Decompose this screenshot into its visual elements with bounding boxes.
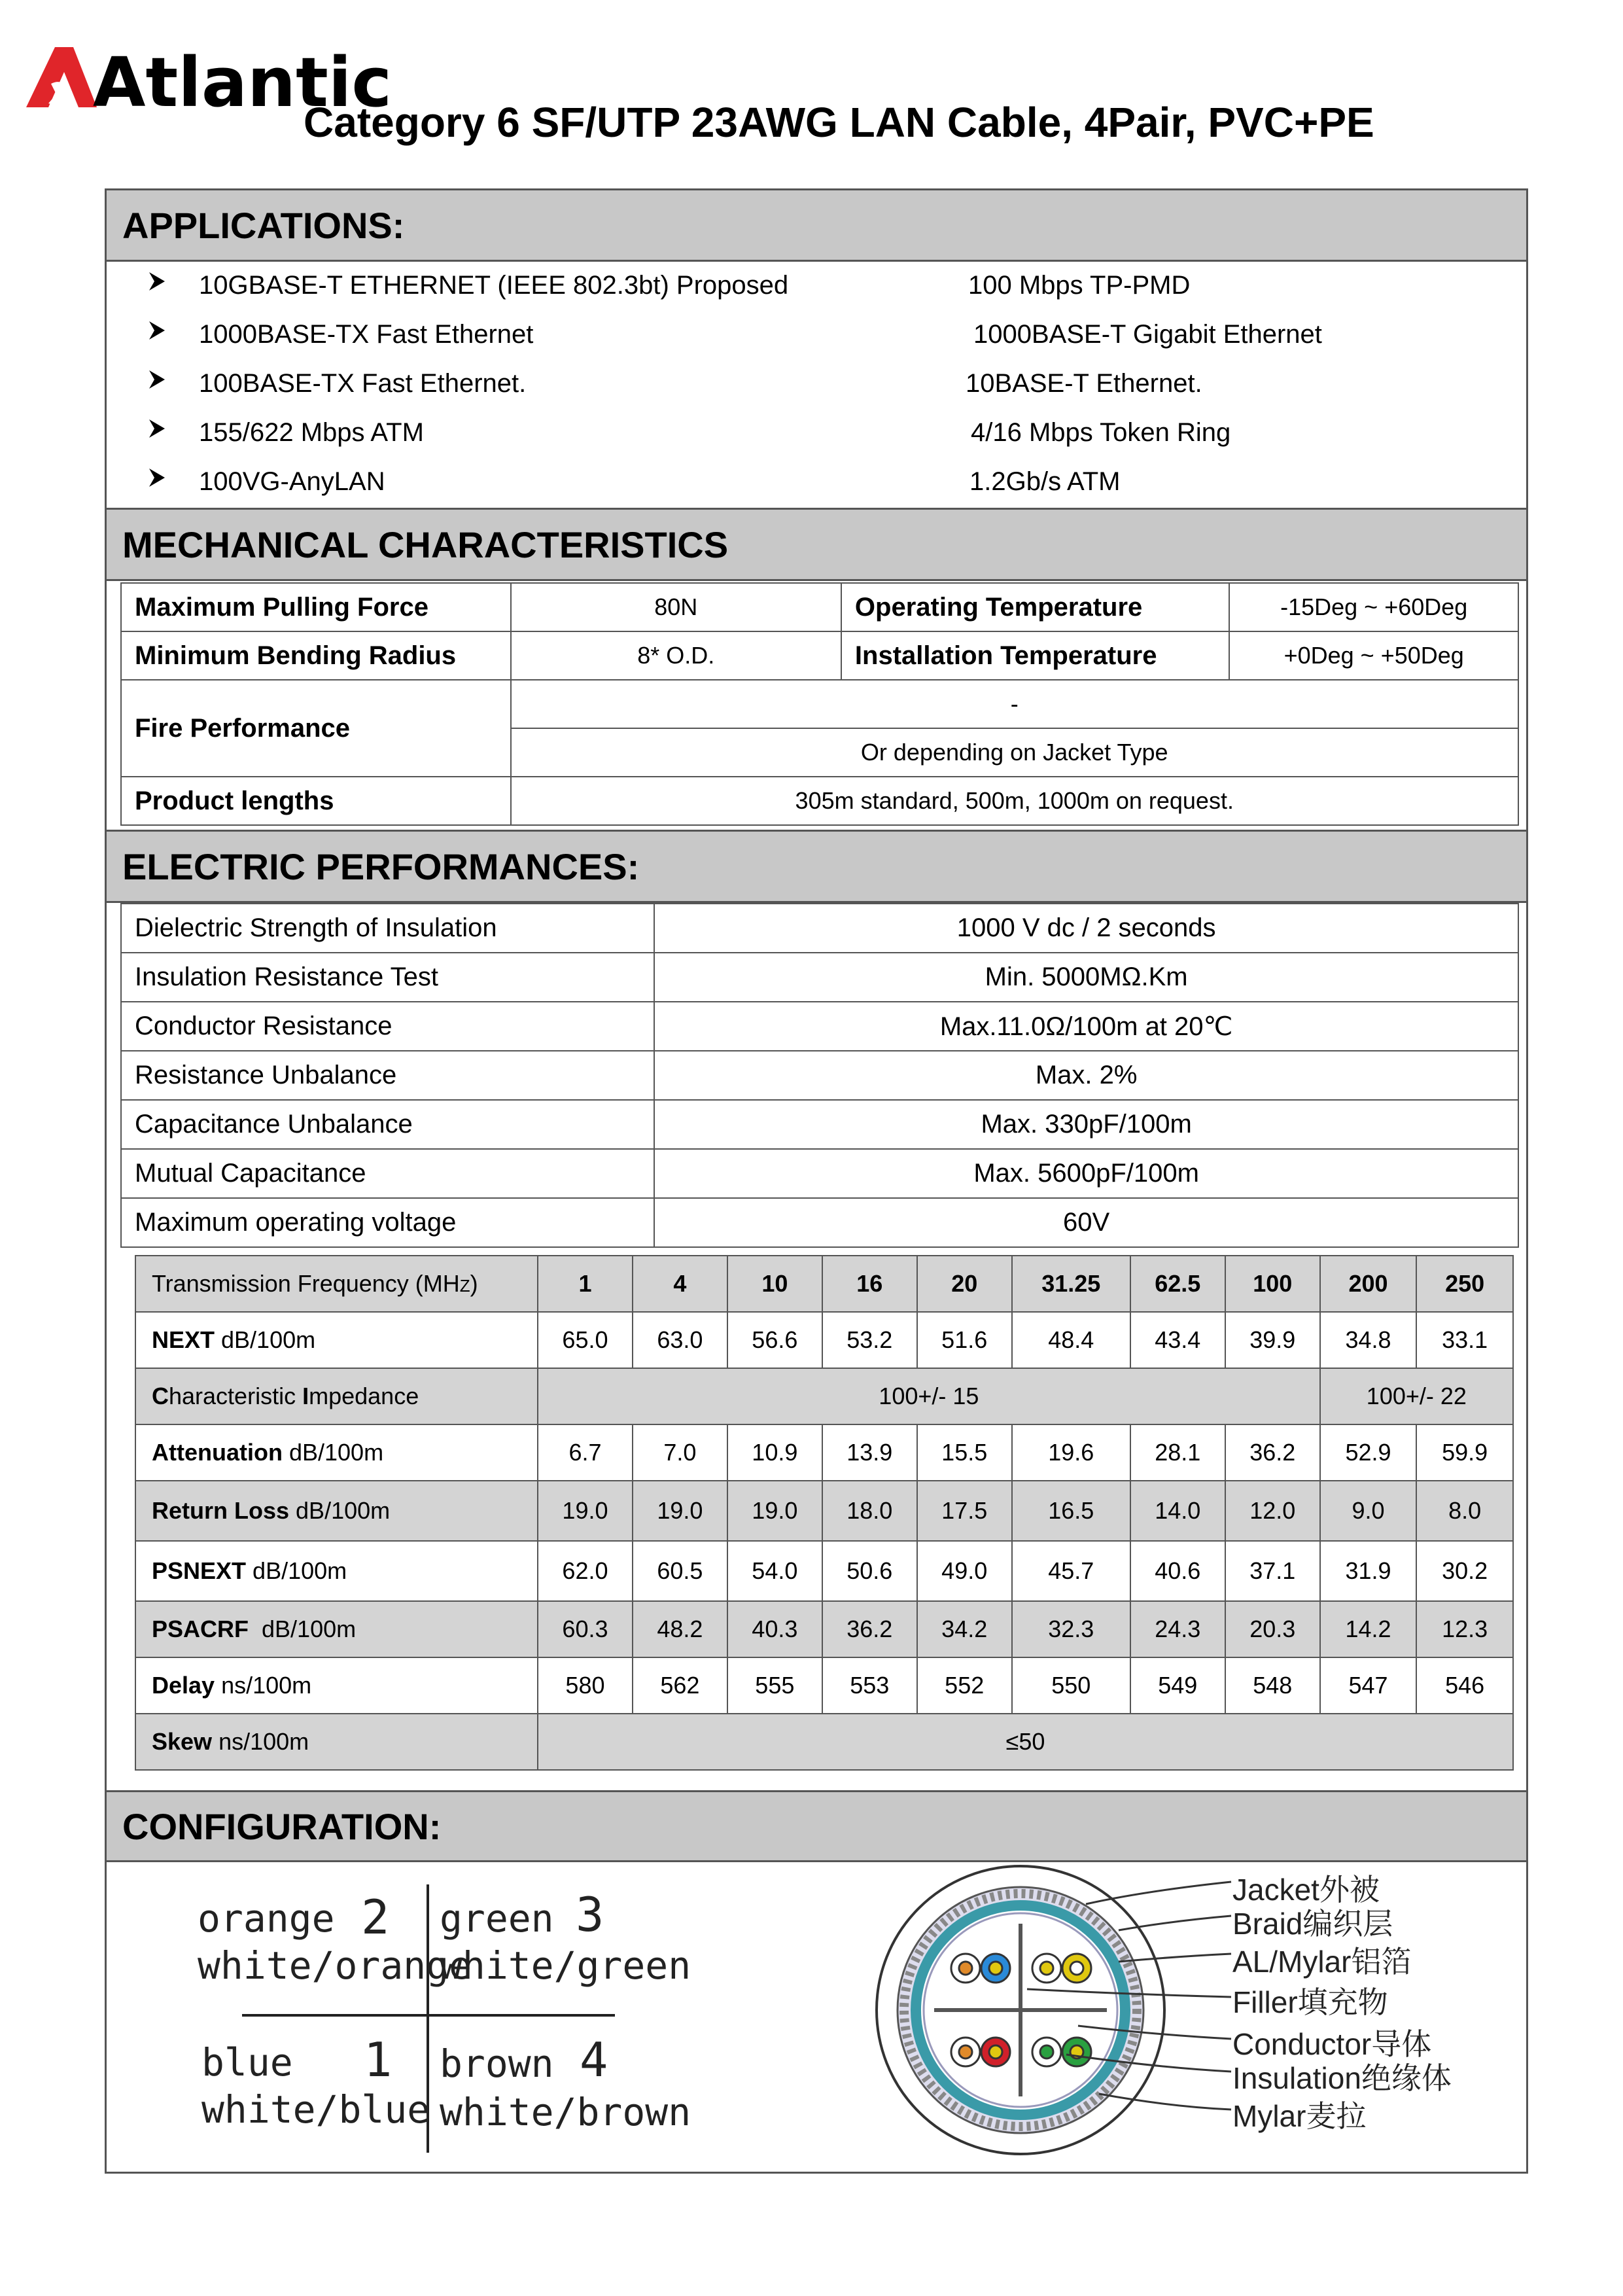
page-title: Category 6 SF/UTP 23AWG LAN Cable, 4Pair, PVC+PE <box>304 99 1374 146</box>
impedance-label-mid: haracteristic <box>169 1383 303 1409</box>
frequency-cell: 20 <box>917 1256 1012 1312</box>
attenuation-cell: 28.1 <box>1130 1424 1225 1481</box>
pair-2-solid: orange <box>198 1896 335 1941</box>
return-loss-cell: 9.0 <box>1320 1481 1417 1541</box>
electric-heading: ELECTRIC PERFORMANCES: <box>105 830 1528 903</box>
frequency-label-text: Transmission Frequency (MH <box>152 1270 460 1297</box>
table-row <box>121 904 1518 953</box>
table-row <box>121 631 1518 680</box>
delay-cell: 549 <box>1130 1657 1225 1714</box>
psacrf-cell: 24.3 <box>1130 1601 1225 1657</box>
psacrf-cell: 12.3 <box>1416 1601 1513 1657</box>
psnext-cell: 30.2 <box>1416 1541 1513 1601</box>
electric-value: Max. 330pF/100m <box>654 1100 1518 1149</box>
min-bending-radius-label: Minimum Bending Radius <box>121 631 511 680</box>
application-left: 10GBASE-T ETHERNET (IEEE 802.3bt) Proposed <box>199 271 789 300</box>
table-row <box>121 1051 1518 1100</box>
pair-1-number: 1 <box>364 2032 393 2087</box>
psacrf-cell: 20.3 <box>1225 1601 1320 1657</box>
brand-wordmark: Atlantic <box>93 43 393 122</box>
application-row <box>105 262 1528 311</box>
psacrf-label <box>135 1601 538 1657</box>
next-unit: dB/100m <box>215 1326 316 1353</box>
table-row <box>135 1312 1513 1368</box>
next-cell: 48.4 <box>1012 1312 1130 1368</box>
delay-label <box>135 1657 538 1714</box>
psnext-cell: 60.5 <box>633 1541 727 1601</box>
impedance-initial-i: I <box>302 1383 309 1409</box>
mechanical-table <box>120 582 1519 826</box>
impedance-low-value: 100+/- 15 <box>538 1368 1320 1424</box>
return-loss-cell: 19.0 <box>727 1481 822 1541</box>
application-right: 1.2Gb/s ATM <box>969 467 1121 496</box>
table-row <box>121 680 1518 728</box>
legend-mylar: Mylar麦拉 <box>1232 2099 1367 2133</box>
frequency-unit-sub: Z <box>459 1276 470 1296</box>
delay-cell: 553 <box>822 1657 917 1714</box>
return-loss-cell: 19.0 <box>633 1481 727 1541</box>
pair-3-number: 3 <box>576 1887 604 1942</box>
skew-value: ≤50 <box>538 1714 1513 1770</box>
delay-label-bold: Delay <box>152 1672 215 1699</box>
psnext-label-bold: PSNEXT <box>152 1557 247 1584</box>
frequency-cell: 62.5 <box>1130 1256 1225 1312</box>
next-cell: 33.1 <box>1416 1312 1513 1368</box>
delay-cell: 550 <box>1012 1657 1130 1714</box>
configuration-heading: CONFIGURATION: <box>105 1790 1528 1862</box>
pair-4-number: 4 <box>580 2032 608 2087</box>
frequency-label <box>135 1256 538 1312</box>
frequency-cell: 4 <box>633 1256 727 1312</box>
electric-label: Conductor Resistance <box>121 1002 654 1051</box>
psacrf-cell: 40.3 <box>727 1601 822 1657</box>
electric-label: Maximum operating voltage <box>121 1198 654 1247</box>
installation-temp-value: +0Deg ~ +50Deg <box>1229 631 1518 680</box>
pair-4-stripe: white/brown <box>440 2090 691 2134</box>
application-left: 1000BASE-TX Fast Ethernet <box>199 320 534 349</box>
psnext-cell: 31.9 <box>1320 1541 1417 1601</box>
frequency-cell: 250 <box>1416 1256 1513 1312</box>
operating-temp-label: Operating Temperature <box>841 583 1230 631</box>
table-row <box>135 1368 1513 1424</box>
attenuation-cell: 7.0 <box>633 1424 727 1481</box>
attenuation-cell: 10.9 <box>727 1424 822 1481</box>
next-label <box>135 1312 538 1368</box>
legend-filler: Filler填充物 <box>1232 1985 1388 2019</box>
operating-temp-value: -15Deg ~ +60Deg <box>1229 583 1518 631</box>
impedance-initial-c: C <box>152 1383 169 1409</box>
electric-value: Max. 2% <box>654 1051 1518 1100</box>
pair-2-stripe: white/orange <box>198 1943 472 1988</box>
electric-value: Min. 5000MΩ.Km <box>654 953 1518 1002</box>
installation-temp-label: Installation Temperature <box>841 631 1230 680</box>
return-loss-cell: 19.0 <box>538 1481 633 1541</box>
table-row <box>121 1149 1518 1198</box>
psnext-cell: 40.6 <box>1130 1541 1225 1601</box>
electric-label: Insulation Resistance Test <box>121 953 654 1002</box>
electric-label: Dielectric Strength of Insulation <box>121 904 654 953</box>
application-right: 100 Mbps TP-PMD <box>968 271 1191 300</box>
psacrf-cell: 36.2 <box>822 1601 917 1657</box>
arrow-bullet-icon <box>148 271 166 292</box>
pair-3-stripe: white/green <box>440 1943 691 1988</box>
psacrf-cell: 34.2 <box>917 1601 1012 1657</box>
delay-cell: 580 <box>538 1657 633 1714</box>
delay-unit: ns/100m <box>215 1672 312 1699</box>
min-bending-radius-value: 8* O.D. <box>511 631 841 680</box>
electric-label: Resistance Unbalance <box>121 1051 654 1100</box>
table-row <box>121 1100 1518 1149</box>
psacrf-cell: 14.2 <box>1320 1601 1417 1657</box>
return-loss-label <box>135 1481 538 1541</box>
return-loss-cell: 12.0 <box>1225 1481 1320 1541</box>
psnext-cell: 54.0 <box>727 1541 822 1601</box>
return-loss-cell: 17.5 <box>917 1481 1012 1541</box>
attenuation-cell: 15.5 <box>917 1424 1012 1481</box>
return-loss-cell: 8.0 <box>1416 1481 1513 1541</box>
impedance-label <box>135 1368 538 1424</box>
electric-label: Capacitance Unbalance <box>121 1100 654 1149</box>
next-cell: 63.0 <box>633 1312 727 1368</box>
fire-performance-note: Or depending on Jacket Type <box>511 728 1518 777</box>
psacrf-cell: 60.3 <box>538 1601 633 1657</box>
fire-performance-label: Fire Performance <box>121 680 511 777</box>
next-cell: 56.6 <box>727 1312 822 1368</box>
frequency-cell: 10 <box>727 1256 822 1312</box>
delay-cell: 552 <box>917 1657 1012 1714</box>
psacrf-cell: 32.3 <box>1012 1601 1130 1657</box>
attenuation-unit: dB/100m <box>282 1439 384 1466</box>
next-label-bold: NEXT <box>152 1326 215 1353</box>
psnext-unit: dB/100m <box>246 1557 347 1584</box>
attenuation-cell: 6.7 <box>538 1424 633 1481</box>
psnext-cell: 37.1 <box>1225 1541 1320 1601</box>
table-row <box>135 1256 1513 1312</box>
return-loss-label-bold: Return Loss <box>152 1497 290 1524</box>
psacrf-label-bold: PSACRF <box>152 1616 249 1642</box>
legend-braid: Braid编织层 <box>1232 1907 1393 1941</box>
delay-cell: 547 <box>1320 1657 1417 1714</box>
attenuation-cell: 52.9 <box>1320 1424 1417 1481</box>
skew-label-bold: Skew <box>152 1728 213 1755</box>
electric-value: Max.11.0Ω/100m at 20℃ <box>654 1002 1518 1051</box>
return-loss-cell: 18.0 <box>822 1481 917 1541</box>
product-lengths-label: Product lengths <box>121 777 511 825</box>
table-row <box>121 583 1518 631</box>
frequency-cell: 16 <box>822 1256 917 1312</box>
table-row <box>135 1541 1513 1601</box>
pair-2-number: 2 <box>361 1890 390 1945</box>
electric-label: Mutual Capacitance <box>121 1149 654 1198</box>
frequency-cell: 100 <box>1225 1256 1320 1312</box>
next-cell: 53.2 <box>822 1312 917 1368</box>
attenuation-cell: 36.2 <box>1225 1424 1320 1481</box>
next-cell: 51.6 <box>917 1312 1012 1368</box>
next-cell: 43.4 <box>1130 1312 1225 1368</box>
attenuation-cell: 19.6 <box>1012 1424 1130 1481</box>
psnext-label <box>135 1541 538 1601</box>
transmission-table <box>135 1255 1514 1771</box>
legend-insulation: Insulation绝缘体 <box>1232 2061 1452 2095</box>
next-cell: 65.0 <box>538 1312 633 1368</box>
application-left: 100VG-AnyLAN <box>199 467 385 496</box>
application-left: 155/622 Mbps ATM <box>199 418 424 447</box>
arrow-bullet-icon <box>148 467 166 488</box>
max-pulling-force-label: Maximum Pulling Force <box>121 583 511 631</box>
pair-1-stripe: white/blue <box>201 2087 430 2132</box>
return-loss-cell: 14.0 <box>1130 1481 1225 1541</box>
fire-performance-value: - <box>511 680 1518 728</box>
application-row <box>105 409 1528 458</box>
product-lengths-value: 305m standard, 500m, 1000m on request. <box>511 777 1518 825</box>
table-row <box>121 1198 1518 1247</box>
electric-value: 60V <box>654 1198 1518 1247</box>
legend-al-mylar: AL/Mylar铝箔 <box>1232 1945 1412 1979</box>
psnext-cell: 45.7 <box>1012 1541 1130 1601</box>
divider-horizontal <box>242 2014 615 2017</box>
max-pulling-force-value: 80N <box>511 583 841 631</box>
table-row <box>135 1714 1513 1770</box>
attenuation-cell: 59.9 <box>1416 1424 1513 1481</box>
table-row <box>135 1481 1513 1541</box>
frequency-cell: 200 <box>1320 1256 1417 1312</box>
application-row <box>105 360 1528 409</box>
table-row <box>135 1424 1513 1481</box>
frequency-cell: 1 <box>538 1256 633 1312</box>
electric-value: Max. 5600pF/100m <box>654 1149 1518 1198</box>
application-row <box>105 458 1528 507</box>
arrow-bullet-icon <box>148 320 166 341</box>
arrow-bullet-icon <box>148 369 166 390</box>
table-row <box>135 1657 1513 1714</box>
table-row <box>121 1002 1518 1051</box>
delay-cell: 562 <box>633 1657 727 1714</box>
frequency-cell: 31.25 <box>1012 1256 1130 1312</box>
next-cell: 34.8 <box>1320 1312 1417 1368</box>
attenuation-label <box>135 1424 538 1481</box>
return-loss-unit: dB/100m <box>289 1497 391 1524</box>
application-right: 1000BASE-T Gigabit Ethernet <box>973 320 1322 349</box>
impedance-high-value: 100+/- 22 <box>1320 1368 1513 1424</box>
atlantic-logo <box>25 43 393 122</box>
pair-color-code <box>190 1878 691 2153</box>
legend-jacket: Jacket外被 <box>1232 1873 1380 1907</box>
pair-1-solid: blue <box>201 2040 293 2085</box>
next-cell: 39.9 <box>1225 1312 1320 1368</box>
application-left: 100BASE-TX Fast Ethernet. <box>199 369 527 398</box>
skew-unit: ns/100m <box>212 1728 309 1755</box>
application-row <box>105 311 1528 360</box>
table-row <box>121 777 1518 825</box>
legend-conductor: Conductor导体 <box>1232 2027 1432 2061</box>
psacrf-cell: 48.2 <box>633 1601 727 1657</box>
applications-heading: APPLICATIONS: <box>105 188 1528 262</box>
arrow-bullet-icon <box>148 418 166 439</box>
return-loss-cell: 16.5 <box>1012 1481 1130 1541</box>
impedance-label-end: mpedance <box>309 1383 419 1409</box>
table-row <box>121 953 1518 1002</box>
psnext-cell: 62.0 <box>538 1541 633 1601</box>
application-right: 4/16 Mbps Token Ring <box>971 418 1231 447</box>
attenuation-label-bold: Attenuation <box>152 1439 283 1466</box>
delay-cell: 555 <box>727 1657 822 1714</box>
attenuation-cell: 13.9 <box>822 1424 917 1481</box>
delay-cell: 548 <box>1225 1657 1320 1714</box>
delay-cell: 546 <box>1416 1657 1513 1714</box>
frequency-label-end: ) <box>470 1270 478 1297</box>
table-row <box>135 1601 1513 1657</box>
pair-3-solid: green <box>440 1896 554 1941</box>
mechanical-heading: MECHANICAL CHARACTERISTICS <box>105 508 1528 581</box>
skew-label <box>135 1714 538 1770</box>
cable-cross-section-icon <box>870 1858 1550 2159</box>
psnext-cell: 50.6 <box>822 1541 917 1601</box>
psnext-cell: 49.0 <box>917 1541 1012 1601</box>
electric-value: 1000 V dc / 2 seconds <box>654 904 1518 953</box>
psacrf-unit: dB/100m <box>249 1616 357 1642</box>
application-right: 10BASE-T Ethernet. <box>966 369 1202 398</box>
electric-table <box>120 903 1519 1248</box>
pair-4-solid: brown <box>440 2041 554 2086</box>
